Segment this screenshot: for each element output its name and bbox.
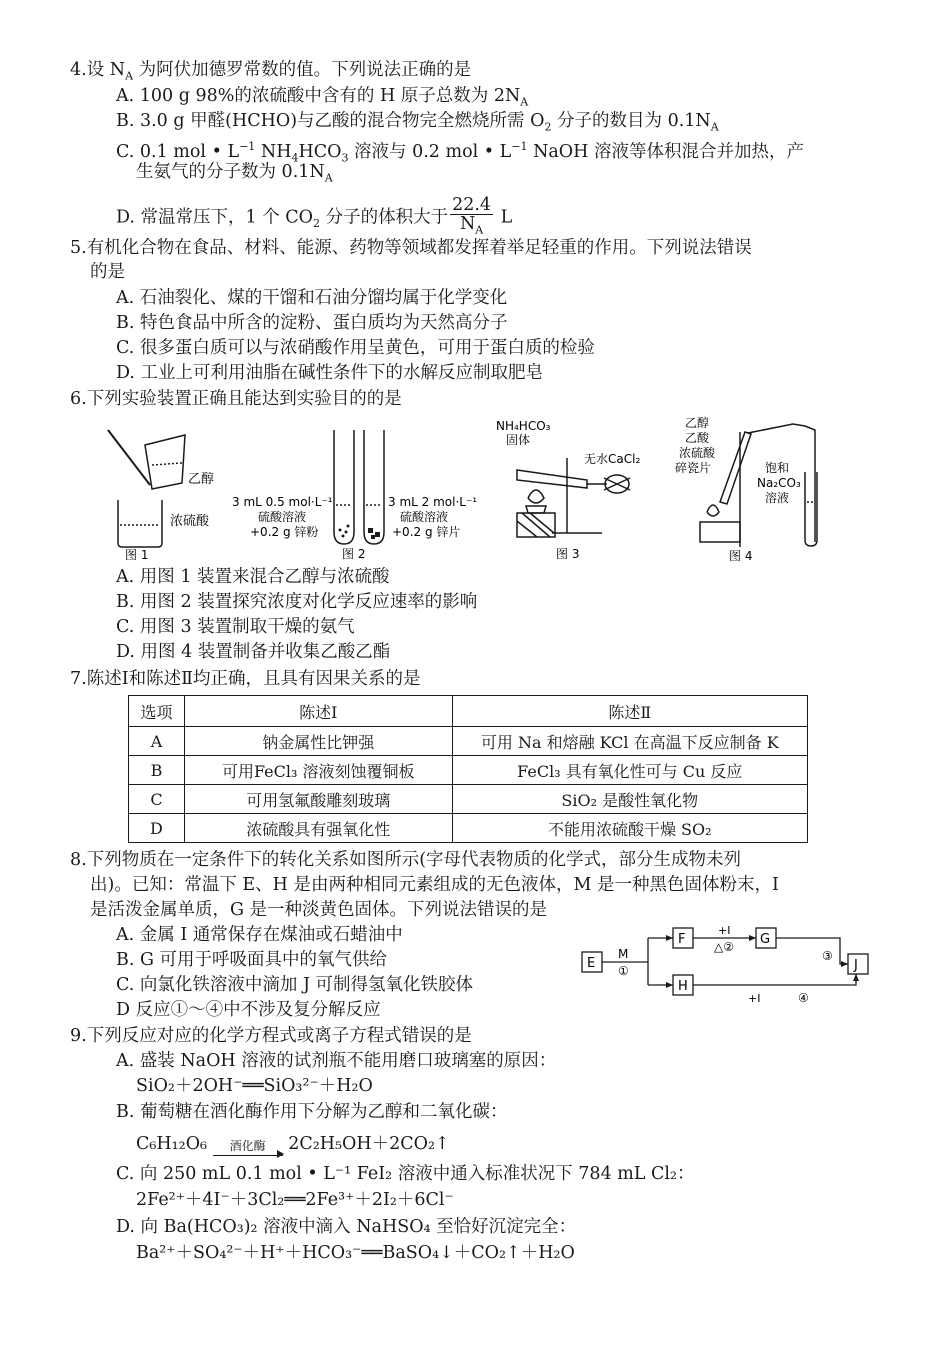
q8-option-a: A. 金属 I 通常保存在煤油或石蜡油中 (116, 925, 403, 945)
node-f: F (678, 932, 686, 947)
table-cell: 可用 Na 和熔融 KCl 在高温下反应制备 K (452, 727, 807, 756)
q9-option-a: A. 盛装 NaOH 溶液的试剂瓶不能用磨口玻璃塞的原因： (116, 1051, 557, 1071)
fig4-label-saturated: 饱和 (765, 461, 790, 475)
q8-option-d: D 反应①～④中不涉及复分解反应 (116, 1000, 381, 1020)
table-row (129, 727, 808, 756)
q5-option-a: A. 石油裂化、煤的干馏和石油分馏均属于化学变化 (116, 288, 508, 308)
fig3-label-nh4hco3: NH₄HCO₃ (496, 419, 551, 433)
q5-option-b: B. 特色食品中所含的淀粉、蛋白质均为天然高分子 (116, 313, 508, 333)
figure-4 (665, 412, 835, 567)
label-reaction-2: △② (714, 940, 734, 954)
fig3-label-cacl2: 无水CaCl₂ (584, 452, 641, 466)
fig1-caption: 图 1 (125, 548, 149, 562)
table-row (129, 785, 808, 814)
fig4-label-h2so4: 浓硫酸 (679, 446, 716, 460)
fig3-caption: 图 3 (556, 547, 580, 561)
fig2-caption: 图 2 (342, 547, 366, 561)
table-header-row (129, 696, 808, 727)
q5-stem-cont: 的是 (90, 262, 125, 282)
q6-option-c: C. 用图 3 装置制取干燥的氨气 (116, 617, 355, 637)
fig4-label-na2co3: Na₂CO₃ (757, 476, 801, 490)
q9-option-a-equation: SiO₂＋2OH⁻══SiO₃²⁻＋H₂O (136, 1076, 373, 1096)
fig1-label-acid: 浓硫酸 (170, 514, 210, 529)
q9-option-b: B. 葡萄糖在酒化酶作用下分解为乙醇和二氧化碳： (116, 1102, 508, 1122)
q9-stem: 9.下列反应对应的化学方程式或离子方程式错误的是 (70, 1026, 472, 1046)
table-cell: SiO₂ 是酸性氧化物 (452, 785, 807, 814)
table-cell: 钠金属性比钾强 (184, 727, 452, 756)
q6-option-d: D. 用图 4 装置制备并收集乙酸乙酯 (116, 642, 391, 662)
table-cell: 不能用浓硫酸干燥 SO₂ (452, 814, 807, 843)
q8-stem-cont1: 出)。已知：常温下 E、H 是由两种相同元素组成的无色液体，M 是一种黑色固体粉末，I (90, 875, 779, 895)
q9-option-b-equation: C₆H₁₂O₆ 酒化酶 2C₂H₅OH＋2CO₂↑ (136, 1134, 450, 1154)
fraction: $\frac{22.4}{N_A}$ (452, 195, 492, 237)
q7-table (128, 695, 808, 843)
q9-option-c: C. 向 250 mL 0.1 mol • L⁻¹ FeI₂ 溶液中通入标准状况下 784 mL Cl₂： (116, 1164, 695, 1184)
fig1-label-ethanol: 乙醇 (188, 472, 215, 487)
q9-option-d-equation: Ba²⁺＋SO₄²⁻＋H⁺＋HCO₃⁻══BaSO₄↓＋CO₂↑＋H₂O (136, 1243, 575, 1263)
label-m: M (618, 947, 629, 961)
fig2-left-line3: +0.2 g 锌粉 (250, 525, 319, 539)
fig4-label-solution: 溶液 (765, 491, 790, 505)
table-cell: C (129, 785, 185, 814)
q4-option-c-cont: 生氨气的分子数为 $0.1N_A$ (136, 162, 333, 185)
node-j: J (854, 958, 858, 973)
q4-option-a: A. 100 g 98%的浓硫酸中含有的 H 原子总数为 $2N_A$ (116, 86, 529, 109)
fig2-left-line2: 硫酸溶液 (258, 510, 307, 524)
fig4-label-ethanol: 乙醇 (685, 416, 710, 430)
figure-1 (100, 425, 230, 565)
node-h: H (678, 979, 688, 994)
figure-3 (492, 418, 652, 566)
fig3-label-solid: 固体 (506, 433, 531, 447)
figure-2 (230, 420, 490, 565)
table-row (129, 814, 808, 843)
label-reaction-4: ④ (798, 991, 809, 1005)
fig2-left-line1: 3 mL 0.5 mol·L⁻¹ (232, 495, 333, 509)
q4-option-b: B. 3.0 g 甲醛(HCHO)与乙酸的混合物完全燃烧所需 $O_2$ 分子的数目为 $0.1N_A$ (116, 111, 719, 134)
q4-option-d: D. 常温常压下，1 个 $CO_2$ 分子的体积大于 $\frac{22.4}{N_A}$ L (116, 196, 512, 240)
q8-stem: 8.下列物质在一定条件下的转化关系如图所示(字母代表物质的化学式，部分生成物未列 (70, 850, 742, 870)
table-cell: 可用FeCl₃ 溶液刻蚀覆铜板 (184, 756, 452, 785)
table-cell: B (129, 756, 185, 785)
label-plus-i-bottom: +I (748, 992, 761, 1005)
fig4-label-acetic: 乙酸 (685, 431, 710, 445)
q6-option-b: B. 用图 2 装置探究浓度对化学反应速率的影响 (116, 592, 478, 612)
q8-stem-cont2: 是活泼金属单质，G 是一种淡黄色固体。下列说法错误的是 (90, 900, 548, 920)
table-cell: 可用氢氟酸雕刻玻璃 (184, 785, 452, 814)
table-row (129, 756, 808, 785)
fig2-right-line1: 3 mL 2 mol·L⁻¹ (388, 495, 478, 509)
table-cell: D (129, 814, 185, 843)
label-plus-i-top: +I (718, 924, 731, 937)
q9-option-d: D. 向 Ba(HCO₃)₂ 溶液中滴入 NaHSO₄ 至恰好沉淀完全： (116, 1217, 577, 1237)
table-header: 选项 (129, 696, 185, 727)
q8-flow-diagram (578, 920, 878, 1010)
table-cell: FeCl₃ 具有氧化性可与 Cu 反应 (452, 756, 807, 785)
fig2-right-line3: +0.2 g 锌片 (392, 525, 461, 539)
q9-option-c-equation: 2Fe²⁺＋4I⁻＋3Cl₂══2Fe³⁺＋2I₂＋6Cl⁻ (136, 1190, 454, 1210)
q5-option-d: D. 工业上可利用油脂在碱性条件下的水解反应制取肥皂 (116, 363, 544, 383)
table-cell: 浓硫酸具有强氧化性 (184, 814, 452, 843)
q4-option-c: C. 0.1 mol • $L^{-1}$ $NH_4HCO_3$ 溶液与 0.2 mol • $L^{-1}$ NaOH 溶液等体积混合并加热，产 (116, 140, 804, 165)
reaction-arrow: 酒化酶 (213, 1139, 283, 1156)
node-e: E (587, 956, 596, 971)
q7-stem: 7.陈述Ⅰ和陈述Ⅱ均正确，且具有因果关系的是 (70, 669, 421, 689)
q4-stem: 4.设 $N_A$ 为阿伏加德罗常数的值。下列说法正确的是 (70, 60, 472, 83)
node-g: G (760, 932, 771, 947)
q6-option-a: A. 用图 1 装置来混合乙醇与浓硫酸 (116, 567, 390, 587)
fig4-caption: 图 4 (729, 549, 753, 563)
label-reaction-3: ③ (822, 949, 833, 963)
fig4-label-chips: 碎瓷片 (675, 461, 712, 475)
table-header: 陈述Ⅱ (452, 696, 807, 727)
q5-option-c: C. 很多蛋白质可以与浓硝酸作用呈黄色，可用于蛋白质的检验 (116, 338, 595, 358)
fig2-right-line2: 硫酸溶液 (400, 510, 449, 524)
q8-option-b: B. G 可用于呼吸面具中的氧气供给 (116, 950, 388, 970)
label-reaction-1: ① (618, 964, 629, 978)
table-header: 陈述Ⅰ (184, 696, 452, 727)
q6-stem: 6.下列实验装置正确且能达到实验目的的是 (70, 389, 402, 409)
table-cell: A (129, 727, 185, 756)
q8-option-c: C. 向氯化铁溶液中滴加 J 可制得氢氧化铁胶体 (116, 975, 474, 995)
q5-stem: 5.有机化合物在食品、材料、能源、药物等领域都发挥着举足轻重的作用。下列说法错误 (70, 238, 752, 258)
